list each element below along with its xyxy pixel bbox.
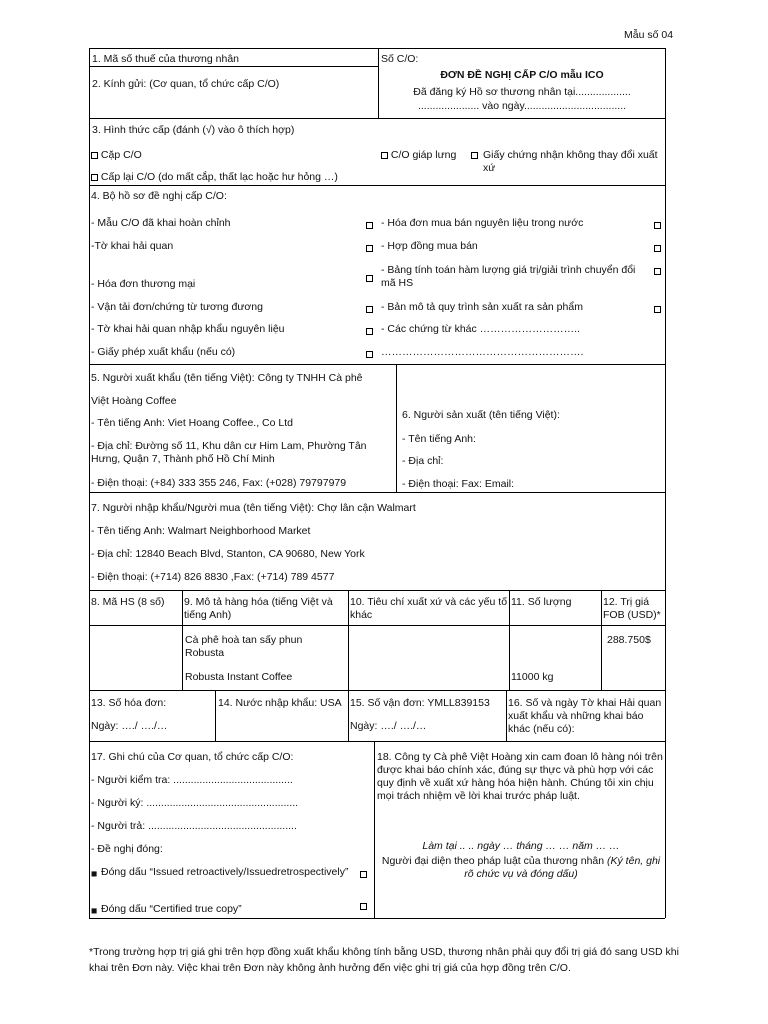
checkbox-icon[interactable]	[366, 245, 373, 252]
doc-item-blank: ………………………………………………….	[381, 346, 584, 358]
customs-declaration: 16. Số và ngày Tờ khai Hải quan xuất khẩu và những khai báo khác (nếu có):	[508, 697, 662, 736]
bullet-icon: ■	[91, 868, 98, 880]
exporter-phone: - Điện thoại: (+84) 333 355 246, Fax: (+028) 79797979	[91, 477, 347, 489]
invoice-number-label: 13. Số hóa đơn:	[91, 697, 167, 709]
doc-item-co-form: - Mẫu C/O đã khai hoàn chỉnh	[91, 217, 231, 229]
goods-description-en: Robusta Instant Coffee	[185, 671, 293, 683]
header-hs-code: 8. Mã HS (8 số)	[91, 596, 165, 608]
checkbox-icon[interactable]	[360, 871, 367, 878]
producer-english-name: - Tên tiếng Anh:	[402, 433, 476, 445]
checkbox-icon[interactable]	[366, 328, 373, 335]
returner-line: - Người trả: ...................................................	[91, 820, 297, 832]
checkbox-icon[interactable]	[366, 351, 373, 358]
header-description: 9. Mô tả hàng hóa (tiếng Việt và tiếng Anh)	[184, 596, 333, 622]
doc-item-import-declaration: - Tờ khai hải quan nhập khẩu nguyên liệu	[91, 323, 285, 335]
importer-address: - Địa chỉ: 12840 Beach Blvd, Stanton, CA 90680, New York	[91, 548, 365, 560]
checkbox-icon	[471, 152, 478, 159]
importer-phone: - Điện thoại: (+714) 826 8830 ,Fax: (+714) 789 4577	[91, 571, 335, 583]
option-issue-label: Cặp C/O	[100, 149, 142, 161]
option-reissue[interactable]	[91, 171, 338, 184]
goods-fob-value: 288.750$	[607, 634, 651, 646]
checkbox-icon	[91, 152, 98, 159]
tax-code-label: 1. Mã số thuế của thương nhân	[92, 53, 240, 65]
form-title: ĐƠN ĐỀ NGHỊ CẤP C/O mẫu ICO	[440, 69, 604, 81]
doc-item-customs: -Tờ khai hải quan	[91, 240, 174, 252]
signatory-label: Người đại diện theo pháp luật của thương nhân	[381, 855, 605, 867]
declaration-text: 18. Công ty Cà phê Việt Hoàng xin cam đoan lô hàng nói trên được khai báo chính xác, đúng sự thực và phù hợp với các quy định về xuất xứ hàng hóa hiện hành. Chúng tôi xin chịu mọi trách nhiệm về lời khai trước pháp luật.	[377, 751, 663, 803]
checkbox-icon[interactable]	[654, 222, 661, 229]
header-origin-criteria: 10. Tiêu chí xuất xứ và các yếu tố khác	[350, 596, 508, 622]
doc-item-value-calc: - Bảng tính toán hàm lượng giá trị/giải trình chuyển đổi mã HS	[381, 264, 636, 290]
doc-item-invoice: - Hóa đơn thương mại	[91, 278, 196, 290]
registered-line-1: Đã đăng ký Hồ sơ thương nhân tại...................	[413, 86, 631, 98]
option-issue[interactable]	[91, 149, 142, 162]
checker-line: - Người kiểm tra: .........................................	[91, 774, 293, 786]
invoice-date: Ngày: …./ …./…	[91, 720, 168, 732]
exporter-english-name: - Tên tiếng Anh: Viet Hoang Coffee., Co Ltd	[91, 417, 293, 429]
exporter-name-line-2: Việt Hoàng Coffee	[91, 395, 177, 407]
producer-phone: - Điện thoại: Fax: Email:	[402, 478, 515, 490]
stamp-certified-copy: Đóng dấu “Certified true copy”	[101, 903, 242, 915]
signatory-block	[377, 855, 665, 881]
doc-item-contract: - Hợp đồng mua bán	[381, 240, 478, 252]
place-date-line: Làm tại .. .. ngày … tháng … … năm … …	[422, 840, 620, 852]
checkbox-icon	[381, 152, 388, 159]
documents-heading: 4. Bộ hồ sơ đề nghị cấp C/O:	[91, 190, 227, 202]
checkbox-icon[interactable]	[654, 306, 661, 313]
doc-item-other: - Các chứng từ khác ………………………..	[381, 323, 581, 335]
doc-item-process: - Bản mô tả quy trình sản xuất ra sản phẩm	[381, 301, 583, 313]
co-number-label: Số C/O:	[381, 53, 419, 65]
importer-english-name: - Tên tiếng Anh: Walmart Neighborhood Market	[91, 525, 311, 537]
footnote: *Trong trường hợp trị giá ghi trên hợp đồng xuất khẩu không tính bằng USD, thương nhân phải quy đổi trị giá đó sang USD khi khai trên Đơn này. Việc khai trên Đơn này không ảnh hưởng đến việc ghi trị giá của hợp đồng trên C/O.	[89, 946, 679, 974]
doc-item-export-license: - Giấy phép xuất khẩu (nếu có)	[91, 346, 236, 358]
import-country: 14. Nước nhập khẩu: USA	[218, 697, 342, 709]
bill-of-lading-number: 15. Số vận đơn: YMLL839153	[350, 697, 490, 709]
doc-item-domestic-invoice: - Hóa đơn mua bán nguyên liệu trong nước	[381, 217, 584, 229]
form-code: Mẫu số 04	[624, 29, 674, 41]
producer-address: - Địa chỉ:	[402, 455, 444, 467]
option-back-to-back-label: C/O giáp lưng	[390, 149, 457, 161]
checkbox-icon[interactable]	[366, 222, 373, 229]
send-to-label: 2. Kính gửi: (Cơ quan, tổ chức cấp C/O)	[92, 78, 280, 90]
bill-of-lading-date: Ngày: …./ …./…	[350, 720, 427, 732]
stamp-request-line: - Đề nghị đóng:	[91, 843, 163, 855]
checkbox-icon[interactable]	[366, 306, 373, 313]
checkbox-icon[interactable]	[654, 268, 661, 275]
signatory-note: (Ký tên, ghi rõ chức vụ và đóng dấu)	[464, 855, 661, 881]
header-quantity: 11. Số lượng	[511, 596, 572, 608]
bullet-icon: ■	[91, 905, 98, 917]
checkbox-icon	[91, 174, 98, 181]
issuer-notes-heading: 17. Ghi chú của Cơ quan, tổ chức cấp C/O:	[91, 751, 294, 763]
checkbox-icon[interactable]	[360, 903, 367, 910]
importer-name: 7. Người nhập khẩu/Người mua (tên tiếng Việt): Chợ lân cận Walmart	[91, 502, 416, 514]
doc-item-bill-of-lading: - Vận tải đơn/chứng từ tương đương	[91, 301, 263, 313]
issue-type-heading: 3. Hình thức cấp (đánh (√) vào ô thích hợp)	[92, 124, 295, 136]
checkbox-icon[interactable]	[366, 275, 373, 282]
signer-line: - Người ký: ....................................................	[91, 797, 299, 809]
goods-quantity: 11000 kg	[511, 671, 554, 683]
option-certificate-label: Giấy chứng nhận không thay đổi xuất xứ	[483, 149, 658, 175]
producer-heading: 6. Người sản xuất (tên tiếng Việt):	[402, 409, 560, 421]
registered-line-2: ..................... vào ngày...................................	[417, 100, 627, 112]
checkbox-icon[interactable]	[654, 245, 661, 252]
goods-description-vi: Cà phê hoà tan sấy phun Robusta	[185, 634, 303, 660]
header-fob-value: 12. Trị giá FOB (USD)*	[603, 596, 661, 622]
option-reissue-label: Cấp lại C/O (do mất cắp, thất lạc hoặc hư hỏng …)	[100, 171, 338, 183]
stamp-retroactive: Đóng dấu “Issued retroactively/Issuedretrospectively”	[101, 866, 349, 878]
exporter-address: - Địa chỉ: Đường số 11, Khu dân cư Him Lam, Phường Tân Hưng, Quận 7, Thành phố Hồ Chí Minh	[91, 440, 367, 466]
option-back-to-back[interactable]	[381, 149, 456, 162]
exporter-name-line-1: 5. Người xuất khẩu (tên tiếng Việt): Công ty TNHH Cà phê	[91, 372, 363, 384]
